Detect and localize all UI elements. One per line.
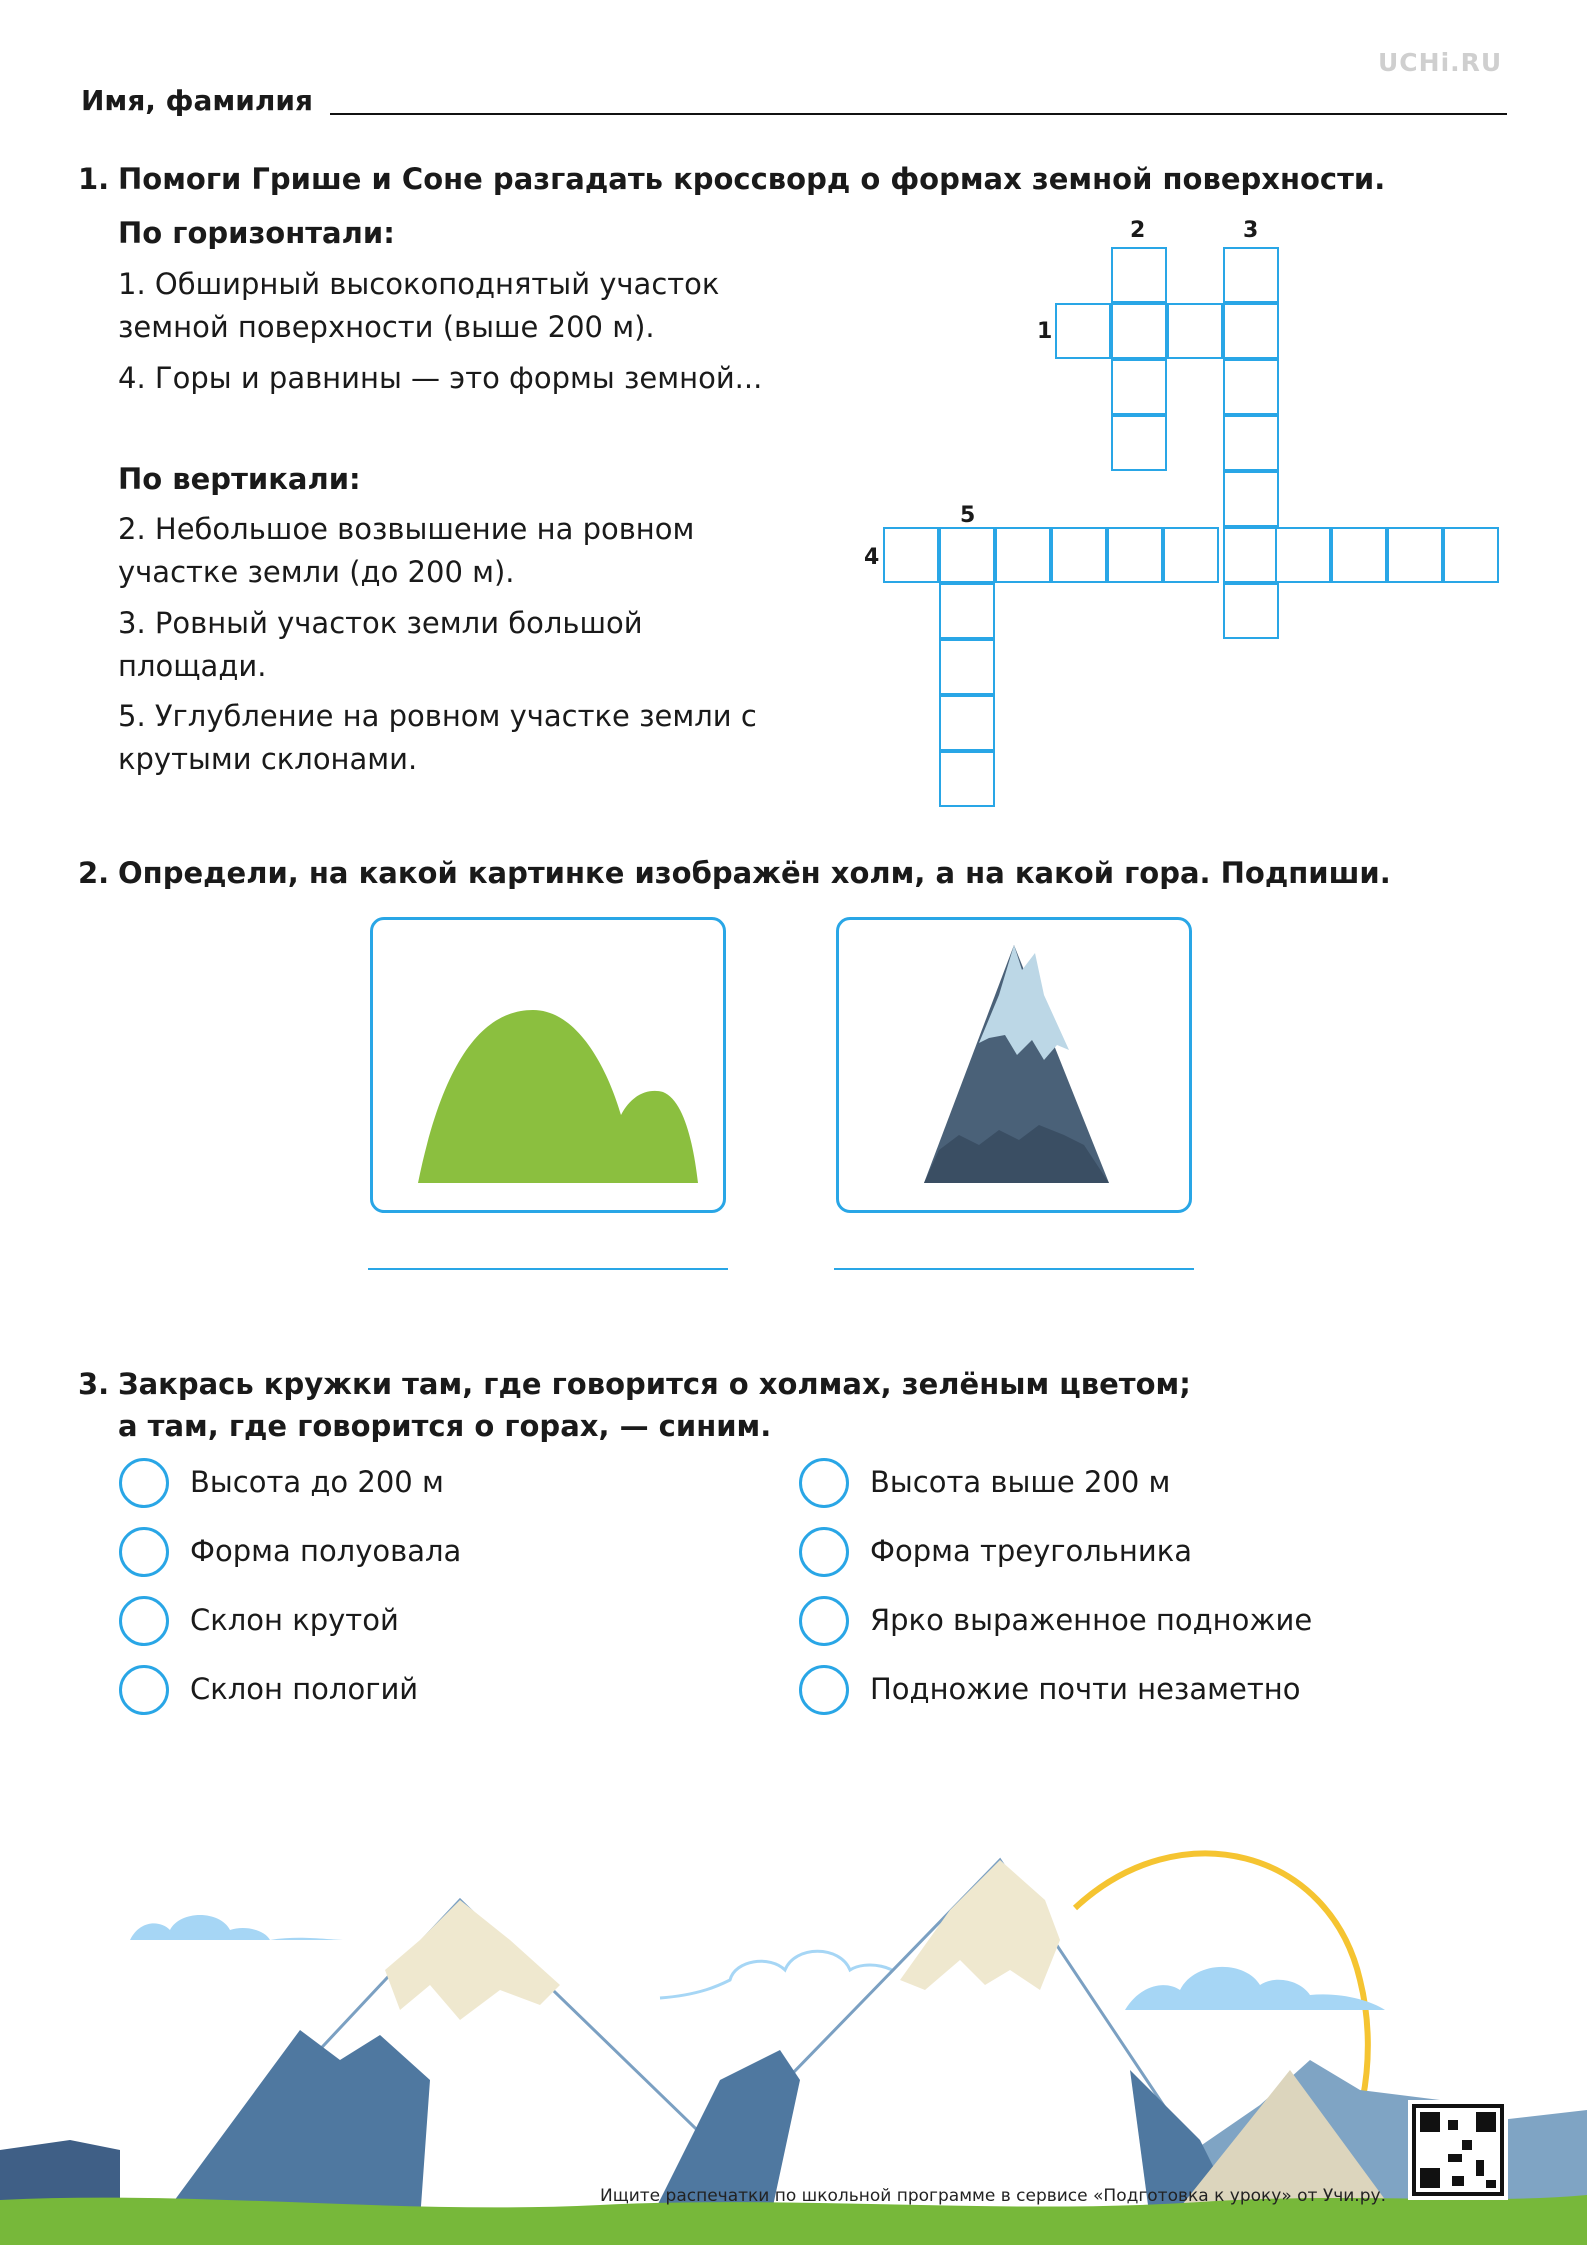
mountain-landscape-illustration: [0, 1820, 1587, 2245]
mountain-picture-frame: [836, 917, 1192, 1213]
crossword-cell[interactable]: [1223, 415, 1279, 471]
task2-number: 2.: [78, 856, 110, 890]
name-label: Имя, фамилия: [81, 84, 313, 117]
crossword-cell[interactable]: [1223, 527, 1279, 583]
task3-title-line2: а там, где говорится о горах, — синим.: [118, 1409, 772, 1443]
qr-code-icon: [1408, 2100, 1508, 2200]
vertical-clue-5: 5. Углубление на ровном участке земли с крутыми склонами.: [118, 699, 757, 776]
crossword-number-1: 1: [1037, 319, 1053, 344]
crossword-cell[interactable]: [1223, 247, 1279, 303]
crossword-cell[interactable]: [1051, 527, 1107, 583]
crossword-cell[interactable]: [1275, 527, 1331, 583]
horizontal-clue-4: 4. Горы и равнины — это формы земной...: [118, 361, 763, 395]
hill-image: [373, 920, 723, 1210]
crossword-cell[interactable]: [939, 695, 995, 751]
task3-title-line1: Закрась кружки там, где говорится о холмах, зелёным цветом;: [118, 1367, 1191, 1401]
crossword-cell[interactable]: [1387, 527, 1443, 583]
option-circle[interactable]: [799, 1458, 849, 1508]
mountain-answer-line[interactable]: [834, 1268, 1194, 1270]
cloud-icon: [1125, 1967, 1385, 2010]
mountain-image: [839, 920, 1189, 1210]
crossword-cell[interactable]: [1223, 583, 1279, 639]
crossword-number-4: 4: [864, 545, 880, 570]
cloud-outline-icon: [660, 1951, 905, 1998]
crossword-cell[interactable]: [939, 639, 995, 695]
hill-answer-line[interactable]: [368, 1268, 728, 1270]
cloud-icon: [130, 1915, 345, 1940]
crossword-cell[interactable]: [1331, 527, 1387, 583]
crossword-cell[interactable]: [1167, 303, 1223, 359]
option-label: Форма полуовала: [190, 1534, 462, 1568]
crossword-cell[interactable]: [1111, 303, 1167, 359]
crossword-cell[interactable]: [995, 527, 1051, 583]
crossword-cell[interactable]: [939, 583, 995, 639]
crossword-cell[interactable]: [1223, 359, 1279, 415]
option-label: Подножие почти незаметно: [870, 1672, 1301, 1706]
vertical-clue-3: 3. Ровный участок земли большой площади.: [118, 606, 643, 683]
option-label: Склон крутой: [190, 1603, 399, 1637]
crossword-cell[interactable]: [1443, 527, 1499, 583]
crossword-number-5: 5: [960, 503, 976, 528]
crossword-cell[interactable]: [1111, 359, 1167, 415]
task1-number: 1.: [78, 162, 110, 196]
vertical-clue-2: 2. Небольшое возвышение на ровном участке земли (до 200 м).: [118, 512, 695, 589]
crossword-number-3: 3: [1243, 218, 1259, 243]
uchi-logo: UCHi.RU: [1378, 48, 1503, 77]
footer-note: Ищите распечатки по школьной программе в сервисе «Подготовка к уроку» от Учи.ру.: [600, 2186, 1386, 2206]
option-label: Высота до 200 м: [190, 1465, 444, 1499]
vertical-heading: По вертикали:: [118, 462, 361, 496]
crossword-cell[interactable]: [1111, 415, 1167, 471]
option-circle[interactable]: [119, 1596, 169, 1646]
task2-title: Определи, на какой картинке изображён холм, а на какой гора. Подпиши.: [118, 856, 1391, 890]
task1-title: Помоги Грише и Соне разгадать кроссворд о формах земной поверхности.: [118, 162, 1386, 196]
option-circle[interactable]: [799, 1596, 849, 1646]
option-label: Высота выше 200 м: [870, 1465, 1171, 1499]
option-circle[interactable]: [119, 1665, 169, 1715]
crossword-cell[interactable]: [1107, 527, 1163, 583]
option-label: Склон пологий: [190, 1672, 419, 1706]
crossword-cell[interactable]: [1055, 303, 1111, 359]
crossword-cell[interactable]: [1111, 247, 1167, 303]
hill-picture-frame: [370, 917, 726, 1213]
crossword-cell[interactable]: [1163, 527, 1219, 583]
crossword-cell[interactable]: [883, 527, 939, 583]
crossword-cell[interactable]: [939, 751, 995, 807]
option-label: Форма треугольника: [870, 1534, 1192, 1568]
horizontal-clue-1: 1. Обширный высокоподнятый участок земной поверхности (выше 200 м).: [118, 267, 720, 344]
option-label: Ярко выраженное подножие: [870, 1603, 1313, 1637]
option-circle[interactable]: [119, 1527, 169, 1577]
option-circle[interactable]: [119, 1458, 169, 1508]
option-circle[interactable]: [799, 1527, 849, 1577]
option-circle[interactable]: [799, 1665, 849, 1715]
crossword-cell[interactable]: [1223, 303, 1279, 359]
crossword-number-2: 2: [1130, 218, 1146, 243]
horizontal-heading: По горизонтали:: [118, 216, 395, 250]
name-input-line[interactable]: [330, 113, 1507, 115]
crossword-cell[interactable]: [939, 527, 995, 583]
crossword-cell[interactable]: [1223, 471, 1279, 527]
task3-number: 3.: [78, 1367, 110, 1401]
